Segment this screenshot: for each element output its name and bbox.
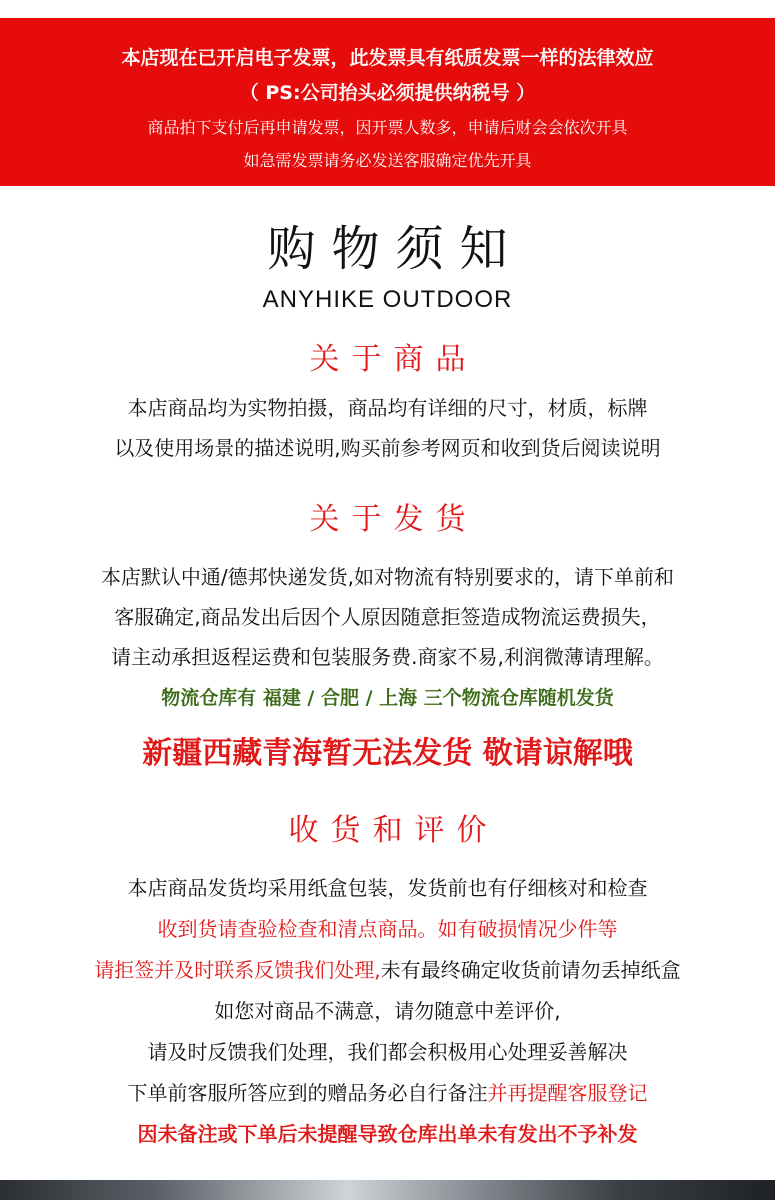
page-title: 购物须知 — [267, 221, 524, 277]
no-reissue-note: 因未备注或下单后未提醒导致仓库出单未有发出不予补发 — [137, 1122, 638, 1146]
product-text-line: 本店商品均为实物拍摄，商品均有详细的尺寸，材质，标牌 — [127, 396, 648, 420]
section-heading-receiving: 收货和评价 — [288, 813, 499, 848]
receiving-text-line: 本店商品发货均采用纸盒包装，发货前也有仔细核对和检查 — [127, 876, 648, 900]
shipping-text-line: 客服确定,商品发出后因个人原因随意拒签造成物流运费损失， — [114, 605, 661, 629]
brand-subtitle: ANYHIKE OUTDOOR — [262, 286, 513, 313]
receiving-text-line — [0, 954, 775, 983]
receiving-text-red: 请拒签并及时联系反馈我们处理, — [94, 958, 381, 982]
receiving-text-line — [0, 1077, 775, 1106]
section-heading-shipping: 关于发货 — [309, 502, 478, 537]
warehouse-note: 物流仓库有 福建 / 合肥 / 上海 三个物流仓库随机发货 — [161, 687, 614, 709]
banner-line-3: 商品拍下支付后再申请发票，因开票人数多，申请后财会会依次开具 — [147, 118, 628, 137]
receiving-text-black: 未有最终确定收货前请勿丢掉纸盒 — [380, 958, 681, 982]
banner-line-1: 本店现在已开启电子发票，此发票具有纸质发票一样的法律效应 — [121, 47, 654, 69]
shipping-text-line: 请主动承担返程运费和包装服务费.商家不易,利润微薄请理解。 — [111, 645, 664, 669]
banner-line-2: （ PS:公司抬头必须提供纳税号 ） — [239, 82, 536, 104]
gift-note-black: 下单前客服所答应到的赠品务必自行备注 — [127, 1081, 488, 1105]
shipping-text-line: 本店默认中通/德邦快递发货,如对物流有特别要求的，请下单前和 — [100, 565, 675, 589]
section-heading-product: 关于商品 — [309, 342, 478, 377]
product-text-line: 以及使用场景的描述说明,购买前参考网页和收到货后阅读说明 — [114, 436, 661, 460]
receiving-text-line: 收到货请查验检查和清点商品。如有破损情况少件等 — [157, 917, 618, 941]
landscape-photo-strip — [0, 1180, 775, 1200]
receiving-text-line: 请及时反馈我们处理，我们都会积极用心处理妥善解决 — [147, 1040, 628, 1064]
shipping-restriction-note: 新疆西藏青海暂无法发货 敬请谅解哦 — [142, 736, 633, 771]
banner-line-4: 如急需发票请务必发送客服确定优先开具 — [243, 151, 532, 170]
gift-note-red: 并再提醒客服登记 — [487, 1081, 648, 1105]
receiving-text-line: 如您对商品不满意，请勿随意中差评价, — [214, 999, 561, 1023]
invoice-banner — [0, 18, 775, 186]
